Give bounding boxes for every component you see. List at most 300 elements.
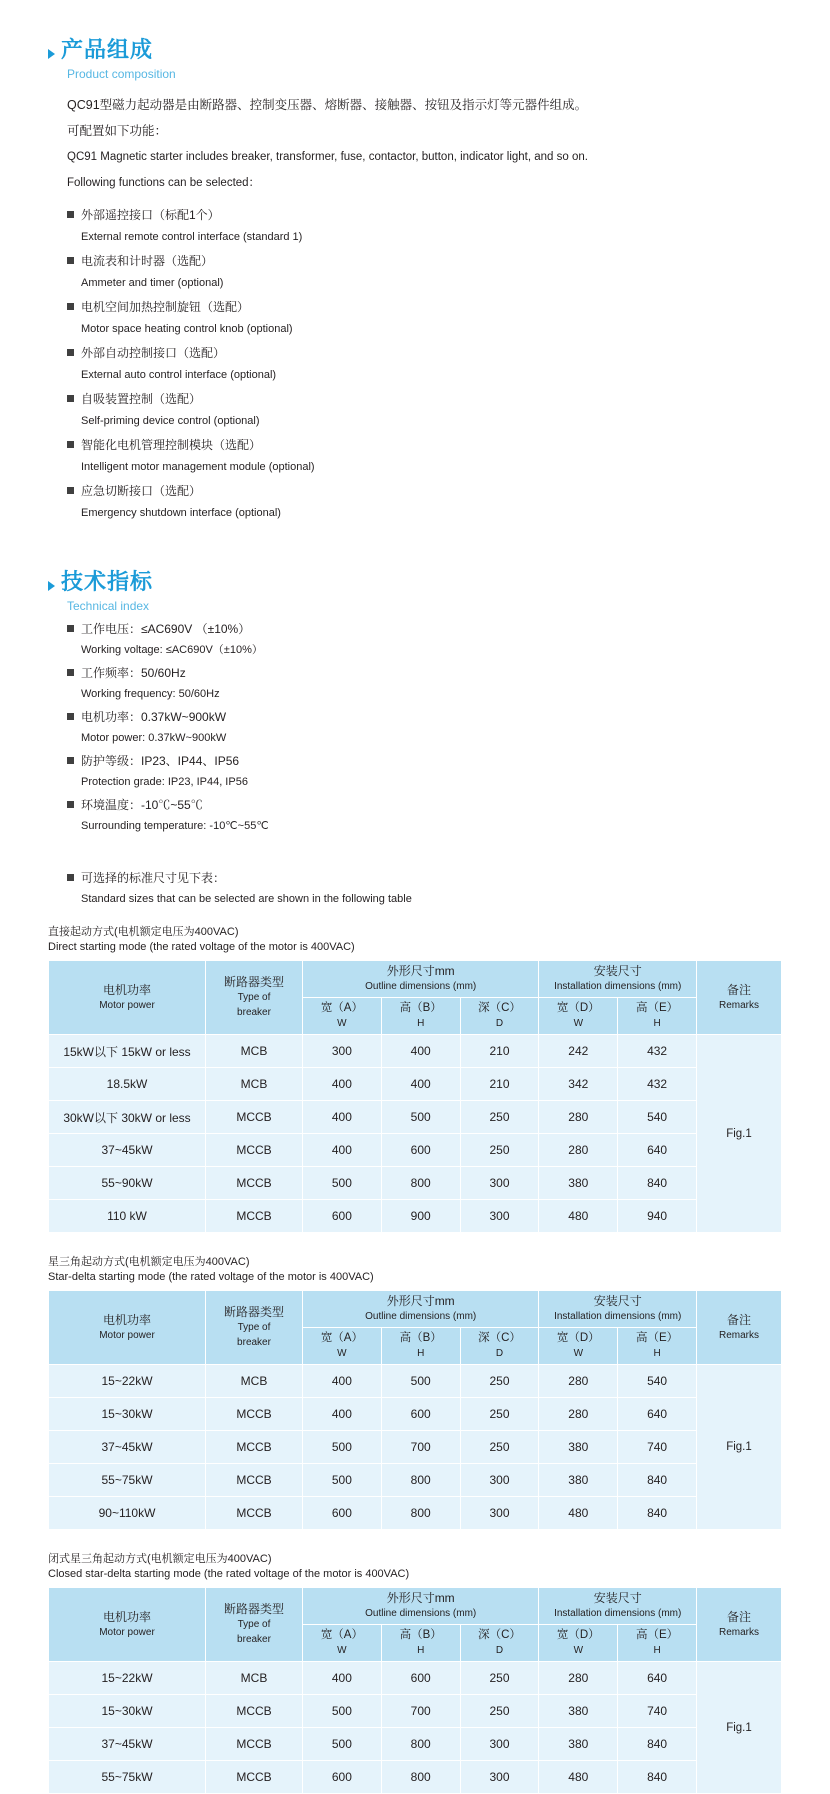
product-feature-grid [67,204,830,526]
feature-label-cn [67,296,452,318]
square-bullet-icon [67,713,74,720]
feature-label-cn [67,388,452,410]
spec-table [48,1587,782,1794]
th-remarks [697,1291,782,1365]
square-bullet-icon [67,211,74,218]
th-motor-power-en: Motor power [99,999,155,1011]
cell-width-d: 480 [539,1761,618,1794]
table-row [49,1695,782,1728]
cell-width-d: 280 [539,1398,618,1431]
technical-item [67,618,452,661]
cell-height-e: 740 [618,1431,697,1464]
cell-height-e: 640 [618,1398,697,1431]
square-bullet-icon [67,349,74,356]
cell-height-e: 740 [618,1695,697,1728]
cell-width-d: 380 [539,1695,618,1728]
th-sub-en: W [337,1348,347,1359]
technical-label-cn [67,706,452,728]
th-sub-depth-c [460,1328,539,1365]
th-sub-width-a [303,1625,382,1662]
feature-item [67,388,452,432]
feature-label-cn [67,342,452,364]
cell-height-e: 840 [618,1167,697,1200]
th-sub-en: H [417,1018,425,1029]
note-cn [67,868,830,889]
th-installation-dimensions [539,961,697,998]
th-sub-cn: 深（C） [478,1002,521,1014]
th-outline-en: Outline dimensions (mm) [365,981,477,992]
feature-label-cn [67,480,452,502]
technical-text-cn: 防护等级：IP23、IP44、IP56 [81,754,240,768]
cell-height-e: 940 [618,1200,697,1233]
table-body [49,1365,782,1530]
technical-label-cn [67,662,452,684]
feature-label-en: Self-priming device control (optional) [81,415,260,427]
cell-width-d: 380 [539,1464,618,1497]
cell-remark: Fig.1 [697,1662,782,1794]
square-bullet-icon [67,395,74,402]
product-paragraph-cn-2: 可配置如下功能： [67,124,168,138]
th-sub-en: D [495,1645,504,1656]
technical-index-grid [67,618,830,838]
cell-breaker: MCB [206,1662,303,1695]
technical-label-en: Working voltage: ≤AC690V（±10%） [81,644,263,656]
table-caption-cn: 闭式星三角起动方式(电机额定电压为400VAC) [48,1553,272,1565]
cell-width-d: 280 [539,1101,618,1134]
th-sub-cn: 宽（A） [320,1002,363,1014]
table-caption-cn: 星三角起动方式(电机额定电压为400VAC) [48,1256,250,1268]
th-motor-power-en: Motor power [99,1329,155,1341]
feature-item [67,434,452,478]
cell-width-a: 600 [303,1761,382,1794]
cell-remark: Fig.1 [697,1365,782,1530]
cell-width-a: 400 [303,1134,382,1167]
th-remarks-cn: 备注 [726,982,751,997]
cell-height-b: 500 [381,1365,460,1398]
cell-motor-power: 55~75kW [49,1464,206,1497]
table-row [49,1728,782,1761]
th-sub-cn: 宽（D） [556,1332,600,1344]
th-sub-cn: 宽（A） [320,1332,363,1344]
table-row [49,1167,782,1200]
th-sub-cn: 高（E） [636,1332,679,1344]
feature-label-en: Intelligent motor management module (optional) [81,461,315,473]
th-install-en: Installation dimensions (mm) [554,981,682,992]
cell-width-a: 400 [303,1662,382,1695]
table-caption-en: Star-delta starting mode (the rated voltage of the motor is 400VAC) [48,1271,374,1283]
table-row [49,1497,782,1530]
th-breaker-cn: 断路器类型 [223,1305,284,1319]
cell-height-e: 540 [618,1101,697,1134]
th-sub-en: H [417,1348,425,1359]
th-remarks-cn: 备注 [726,1312,751,1327]
th-motor-power [49,1291,206,1365]
technical-label-cn [67,750,452,772]
cell-height-b: 800 [381,1497,460,1530]
technical-item [67,662,452,705]
cell-height-b: 600 [381,1134,460,1167]
spec-table [48,960,782,1233]
th-install-en: Installation dimensions (mm) [554,1311,682,1322]
square-bullet-icon [67,303,74,310]
th-breaker-en2: breaker [237,1634,271,1645]
cell-depth-c: 250 [460,1101,539,1134]
th-sub-cn: 深（C） [478,1629,521,1641]
table-row [49,1200,782,1233]
feature-text-cn: 电机空间加热控制旋钮（选配） [81,300,250,314]
section-heading-product [48,36,830,64]
cell-width-a: 500 [303,1695,382,1728]
cell-width-a: 600 [303,1200,382,1233]
cell-breaker: MCCB [206,1464,303,1497]
th-outline-cn: 外形尺寸mm [386,1591,455,1605]
table-body [49,1662,782,1794]
cell-height-e: 840 [618,1761,697,1794]
feature-text-cn: 外部遥控接口（标配1个） [81,208,220,222]
cell-breaker: MCCB [206,1200,303,1233]
th-outline-en: Outline dimensions (mm) [365,1608,477,1619]
technical-item [67,750,452,793]
section-heading-technical [48,568,830,596]
th-remarks [697,961,782,1035]
cell-height-e: 540 [618,1365,697,1398]
th-motor-power-en: Motor power [99,1626,155,1638]
feature-item [67,250,452,294]
table-row [49,1398,782,1431]
th-sub-cn: 高（B） [399,1002,442,1014]
cell-motor-power: 55~75kW [49,1761,206,1794]
th-motor-power-cn: 电机功率 [102,1312,151,1327]
cell-width-d: 380 [539,1431,618,1464]
th-sub-depth-c [460,1625,539,1662]
cell-depth-c: 250 [460,1134,539,1167]
cell-width-d: 242 [539,1035,618,1068]
th-sub-cn: 宽（D） [556,1002,600,1014]
technical-text-cn: 环境温度：-10℃~55℃ [81,798,203,812]
cell-breaker: MCB [206,1365,303,1398]
feature-item [67,204,452,248]
cell-height-e: 840 [618,1464,697,1497]
cell-height-e: 840 [618,1497,697,1530]
th-sub-width-d [539,1328,618,1365]
th-remarks-en: Remarks [718,1329,759,1341]
cell-breaker: MCCB [206,1431,303,1464]
cell-depth-c: 250 [460,1695,539,1728]
th-motor-power [49,1588,206,1662]
technical-label-en: Motor power: 0.37kW~900kW [81,732,227,744]
cell-height-b: 400 [381,1035,460,1068]
technical-text-cn: 工作频率：50/60Hz [81,666,186,680]
technical-label-cn [67,794,452,816]
cell-width-d: 280 [539,1365,618,1398]
cell-width-d: 280 [539,1134,618,1167]
cell-height-b: 500 [381,1101,460,1134]
square-bullet-icon [67,487,74,494]
cell-height-b: 400 [381,1068,460,1101]
th-sub-height-e [618,998,697,1035]
th-breaker-type [206,961,303,1035]
cell-motor-power: 18.5kW [49,1068,206,1101]
cell-height-b: 600 [381,1662,460,1695]
th-sub-height-b [381,1328,460,1365]
cell-motor-power: 37~45kW [49,1431,206,1464]
th-install-cn: 安装尺寸 [593,1591,642,1605]
th-motor-power-cn: 电机功率 [102,982,151,997]
cell-height-e: 432 [618,1035,697,1068]
th-breaker-en1: Type of [237,992,271,1003]
th-breaker-en2: breaker [237,1007,271,1018]
cell-motor-power: 15kW以下 15kW or less [49,1035,206,1068]
cell-breaker: MCB [206,1035,303,1068]
technical-label-cn [67,618,452,640]
th-sub-en: H [653,1018,661,1029]
table-body [49,1035,782,1233]
th-sub-en: H [653,1348,661,1359]
cell-breaker: MCCB [206,1695,303,1728]
technical-label-en: Working frequency: 50/60Hz [81,688,220,700]
cell-depth-c: 300 [460,1200,539,1233]
table-header [49,1291,782,1365]
section-title-en: Product composition [67,67,176,81]
th-sub-en: H [653,1645,661,1656]
technical-item [67,706,452,749]
th-sub-depth-c [460,998,539,1035]
cell-motor-power: 15~30kW [49,1398,206,1431]
th-install-en: Installation dimensions (mm) [554,1608,682,1619]
th-sub-cn: 高（B） [399,1629,442,1641]
cell-height-b: 700 [381,1431,460,1464]
feature-label-cn [67,204,452,226]
square-bullet-icon [67,441,74,448]
th-sub-height-e [618,1625,697,1662]
cell-width-a: 500 [303,1167,382,1200]
section-technical-index [0,526,830,838]
square-bullet-icon [67,801,74,808]
th-remarks-en: Remarks [718,999,759,1011]
cell-motor-power: 15~22kW [49,1365,206,1398]
th-sub-width-d [539,1625,618,1662]
feature-item [67,296,452,340]
cell-motor-power: 15~22kW [49,1662,206,1695]
cell-breaker: MCCB [206,1101,303,1134]
cell-depth-c: 210 [460,1035,539,1068]
feature-label-en: External auto control interface (optional) [81,369,277,381]
th-sub-height-b [381,1625,460,1662]
cell-height-b: 800 [381,1761,460,1794]
cell-height-b: 900 [381,1200,460,1233]
cell-breaker: MCCB [206,1761,303,1794]
spec-table [48,1290,782,1530]
cell-height-b: 800 [381,1728,460,1761]
th-outline-dimensions [303,1291,539,1328]
table-caption-en: Direct starting mode (the rated voltage of the motor is 400VAC) [48,941,355,953]
th-motor-power-cn: 电机功率 [102,1609,151,1624]
th-sub-cn: 宽（A） [320,1629,363,1641]
table-row [49,1464,782,1497]
table-caption-cn: 直接起动方式(电机额定电压为400VAC) [48,926,239,938]
th-sub-width-d [539,998,618,1035]
feature-text-cn: 智能化电机管理控制模块（选配） [81,438,262,452]
cell-height-e: 840 [618,1728,697,1761]
table-block-closed-star-delta-starting [48,1552,830,1794]
section-product-composition [0,0,830,526]
product-paragraph-en-1: QC91 Magnetic starter includes breaker, transformer, fuse, contactor, button, indicator light, and so on. [67,151,588,163]
table-row [49,1134,782,1167]
triangle-bullet-icon [48,581,55,591]
th-sub-en: H [417,1645,425,1656]
cell-depth-c: 250 [460,1398,539,1431]
cell-height-b: 800 [381,1464,460,1497]
cell-width-d: 480 [539,1200,618,1233]
note-en: Standard sizes that can be selected are shown in the following table [81,893,412,905]
cell-width-d: 342 [539,1068,618,1101]
th-motor-power [49,961,206,1035]
technical-label-en: Surrounding temperature: -10℃~55℃ [81,820,269,832]
technical-item [67,794,452,837]
section-title-en: Technical index [67,599,150,613]
cell-breaker: MCCB [206,1728,303,1761]
th-sub-height-b [381,998,460,1035]
th-install-cn: 安装尺寸 [593,1294,642,1308]
cell-motor-power: 90~110kW [49,1497,206,1530]
cell-depth-c: 300 [460,1167,539,1200]
triangle-bullet-icon [48,49,55,59]
square-bullet-icon [67,257,74,264]
square-bullet-icon [67,669,74,676]
th-sub-en: W [573,1348,584,1359]
cell-width-a: 500 [303,1464,382,1497]
cell-width-a: 400 [303,1101,382,1134]
th-sub-cn: 高（B） [399,1332,442,1344]
cell-breaker: MCCB [206,1398,303,1431]
th-sub-width-a [303,1328,382,1365]
th-breaker-cn: 断路器类型 [223,1602,284,1616]
th-breaker-type [206,1588,303,1662]
table-header [49,961,782,1035]
section-title-cn: 产品组成 [61,37,154,62]
th-remarks-cn: 备注 [726,1609,751,1624]
th-sub-cn: 深（C） [478,1332,521,1344]
cell-depth-c: 300 [460,1728,539,1761]
th-breaker-en1: Type of [237,1322,271,1333]
feature-label-en: Motor space heating control knob (optional) [81,323,293,335]
feature-text-cn: 应急切断接口（选配） [81,484,202,498]
cell-width-a: 400 [303,1398,382,1431]
table-row [49,1365,782,1398]
cell-width-d: 380 [539,1728,618,1761]
square-bullet-icon [67,757,74,764]
th-outline-cn: 外形尺寸mm [386,1294,455,1308]
th-installation-dimensions [539,1588,697,1625]
th-breaker-type [206,1291,303,1365]
cell-motor-power: 15~30kW [49,1695,206,1728]
th-installation-dimensions [539,1291,697,1328]
cell-depth-c: 300 [460,1464,539,1497]
cell-motor-power: 55~90kW [49,1167,206,1200]
feature-label-cn [67,434,452,456]
th-remarks-en: Remarks [718,1626,759,1638]
th-breaker-en2: breaker [237,1337,271,1348]
feature-text-cn: 外部自动控制接口（选配） [81,346,226,360]
th-sub-en: D [495,1348,504,1359]
th-outline-en: Outline dimensions (mm) [365,1311,477,1322]
cell-height-b: 600 [381,1398,460,1431]
standard-sizes-note [67,868,830,909]
th-sub-cn: 高（E） [636,1629,679,1641]
feature-column-right [67,388,452,526]
cell-motor-power: 37~45kW [49,1134,206,1167]
th-sub-en: W [573,1018,584,1029]
cell-remark: Fig.1 [697,1035,782,1233]
th-remarks [697,1588,782,1662]
square-bullet-icon [67,874,74,881]
feature-text-cn: 电流表和计时器（选配） [81,254,214,268]
feature-label-en: Ammeter and timer (optional) [81,277,224,289]
cell-breaker: MCCB [206,1134,303,1167]
feature-label-en: External remote control interface (standard 1) [81,231,303,243]
cell-depth-c: 300 [460,1761,539,1794]
cell-height-b: 700 [381,1695,460,1728]
note-text-cn: 可选择的标准尺寸见下表： [81,871,226,885]
th-sub-en: W [573,1645,584,1656]
cell-breaker: MCCB [206,1497,303,1530]
table-header [49,1588,782,1662]
th-outline-dimensions [303,1588,539,1625]
cell-motor-power: 30kW以下 30kW or less [49,1101,206,1134]
technical-label-en: Protection grade: IP23, IP44, IP56 [81,776,248,788]
cell-depth-c: 250 [460,1662,539,1695]
cell-width-a: 400 [303,1365,382,1398]
cell-motor-power: 110 kW [49,1200,206,1233]
th-sub-width-a [303,998,382,1035]
product-paragraph-en-2: Following functions can be selected： [67,177,261,189]
cell-height-e: 640 [618,1662,697,1695]
technical-column-left [67,618,452,750]
cell-breaker: MCB [206,1068,303,1101]
table-row [49,1761,782,1794]
table-block-direct-starting [48,925,830,1233]
cell-breaker: MCCB [206,1167,303,1200]
table-row [49,1101,782,1134]
th-sub-en: W [337,1018,347,1029]
technical-text-cn: 工作电压：≤AC690V （±10%） [81,622,251,636]
cell-depth-c: 250 [460,1431,539,1464]
th-sub-cn: 高（E） [636,1002,679,1014]
feature-label-en: Emergency shutdown interface (optional) [81,507,281,519]
cell-width-a: 400 [303,1068,382,1101]
cell-width-d: 380 [539,1167,618,1200]
th-sub-height-e [618,1328,697,1365]
feature-item [67,342,452,386]
cell-width-d: 280 [539,1662,618,1695]
cell-height-e: 432 [618,1068,697,1101]
cell-width-d: 480 [539,1497,618,1530]
feature-column-left [67,204,452,388]
cell-width-a: 600 [303,1497,382,1530]
th-sub-en: W [337,1645,347,1656]
product-paragraph-cn-1: QC91型磁力起动器是由断路器、控制变压器、熔断器、接触器、按钮及指示灯等元器件组成。 [67,98,588,112]
th-install-cn: 安装尺寸 [593,964,642,978]
th-sub-cn: 宽（D） [556,1629,600,1641]
table-row [49,1068,782,1101]
table-row [49,1431,782,1464]
cell-width-a: 300 [303,1035,382,1068]
feature-label-cn [67,250,452,272]
th-sub-en: D [495,1018,504,1029]
cell-height-e: 640 [618,1134,697,1167]
technical-column-right [67,750,452,838]
cell-depth-c: 300 [460,1497,539,1530]
